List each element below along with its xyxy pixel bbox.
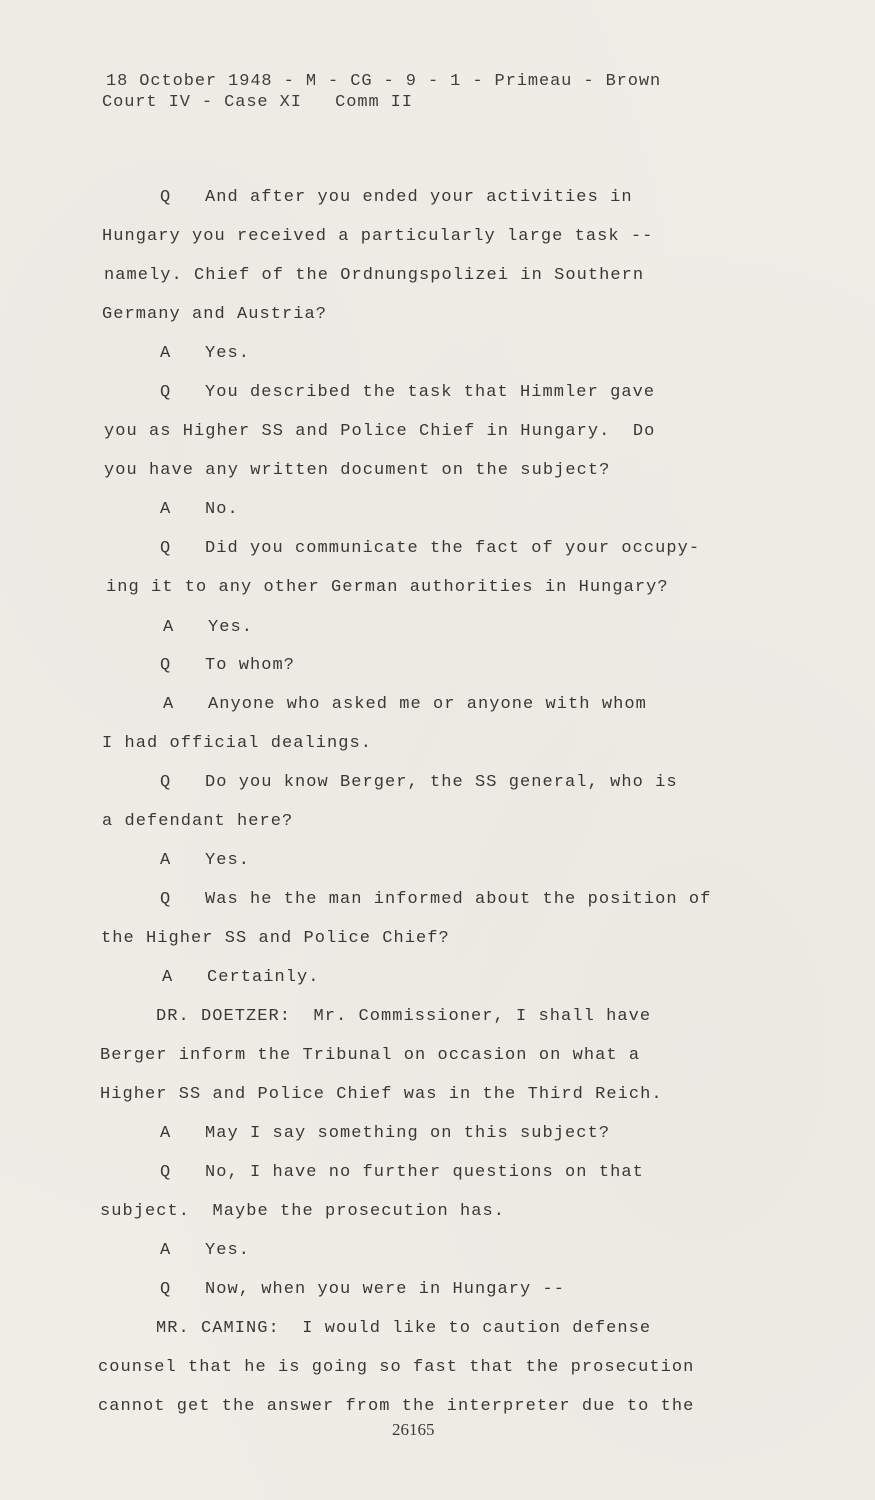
transcript-line: A Yes. (160, 344, 251, 363)
transcript-line: A May I say something on this subject? (160, 1124, 611, 1143)
transcript-line: ing it to any other German authorities in Hungary? (106, 578, 669, 597)
transcript-line: namely. Chief of the Ordnungspolizei in Southern (104, 266, 645, 285)
transcript-line: Hungary you received a particularly large task -- (102, 227, 654, 246)
transcript-line: I had official dealings. (102, 734, 373, 753)
transcript-line: cannot get the answer from the interpreter due to the (98, 1397, 695, 1416)
transcript-line: Q You described the task that Himmler gave (160, 383, 656, 402)
transcript-line: A Certainly. (162, 968, 320, 987)
transcript-line: MR. CAMING: I would like to caution defense (156, 1319, 652, 1338)
transcript-line: Q Do you know Berger, the SS general, who is (160, 773, 678, 792)
transcript-line: A No. (160, 500, 239, 519)
transcript-line: subject. Maybe the prosecution has. (100, 1202, 506, 1221)
header-court-line: Court IV - Case XI Comm II (102, 93, 413, 112)
transcript-line: Q No, I have no further questions on that (160, 1163, 644, 1182)
transcript-line: you as Higher SS and Police Chief in Hungary. Do (104, 422, 656, 441)
transcript-line: Berger inform the Tribunal on occasion on what a (100, 1046, 641, 1065)
transcript-line: A Yes. (163, 618, 254, 637)
transcript-line: Q Did you communicate the fact of your occupy- (160, 539, 701, 558)
header-date-line: 18 October 1948 - M - CG - 9 - 1 - Primeau - Brown (106, 72, 662, 91)
transcript-line: Q Was he the man informed about the position of (160, 890, 712, 909)
transcript-line: Q Now, when you were in Hungary -- (160, 1280, 566, 1299)
transcript-line: DR. DOETZER: Mr. Commissioner, I shall have (156, 1007, 652, 1026)
transcript-line: Germany and Austria? (102, 305, 328, 324)
transcript-line: A Yes. (160, 851, 251, 870)
page-number: 26165 (392, 1420, 435, 1439)
transcript-line: the Higher SS and Police Chief? (101, 929, 450, 948)
transcript-line: counsel that he is going so fast that the prosecution (98, 1358, 695, 1377)
transcript-line: A Yes. (160, 1241, 251, 1260)
transcript-line: you have any written document on the subject? (104, 461, 611, 480)
transcript-line: A Anyone who asked me or anyone with whom (163, 695, 647, 714)
transcript-line: Q And after you ended your activities in (160, 188, 633, 207)
transcript-line: a defendant here? (102, 812, 294, 831)
transcript-line: Higher SS and Police Chief was in the Third Reich. (100, 1085, 663, 1104)
transcript-line: Q To whom? (160, 656, 296, 675)
